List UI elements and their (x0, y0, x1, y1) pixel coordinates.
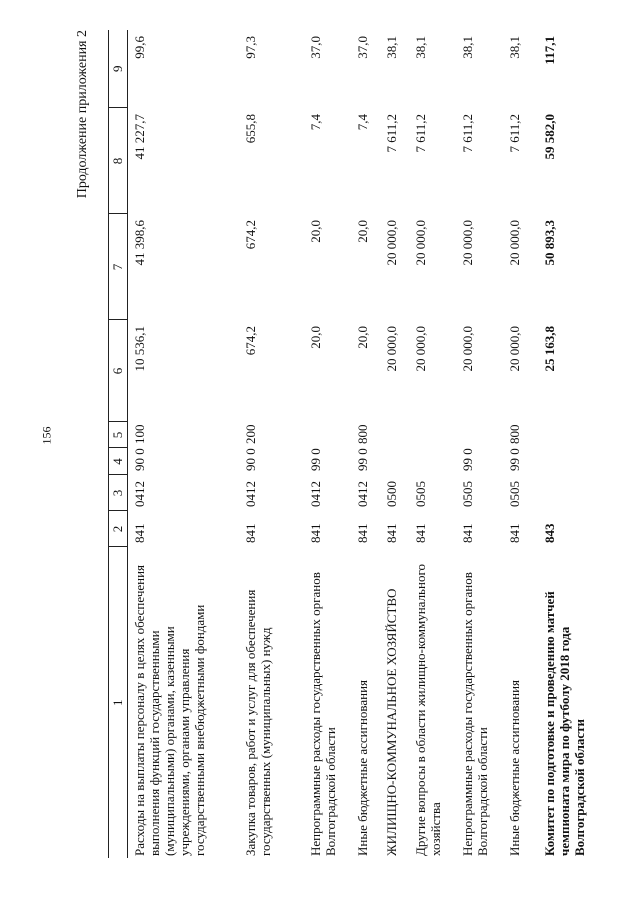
cell-c8: 7 611,2 (460, 114, 475, 153)
cell-c3: 0412 (308, 481, 323, 507)
cell-c5 (409, 422, 456, 448)
row-name: Иные бюджетные ассигнования (507, 679, 522, 856)
cell-c3 (538, 475, 612, 511)
cell-c3: 0505 (460, 481, 475, 507)
table-row (538, 30, 612, 858)
row-name: Комитет по подготовке и проведению матчей чемпионата мира по футболу 2018 года Волгоградской области (542, 591, 587, 856)
cell-c2: 841 (507, 523, 522, 543)
cell-c9: 38,1 (460, 36, 475, 59)
cell-c6: 20 000,0 (384, 326, 399, 372)
cell-c6: 20 000,0 (507, 326, 522, 372)
cell-c6: 20,0 (355, 326, 370, 349)
header-cell: 6 (109, 320, 128, 422)
cell-c4: 99 0 (355, 448, 370, 471)
table-row (503, 30, 538, 858)
cell-c8: 7,4 (308, 114, 323, 131)
cell-c6: 20 000,0 (413, 326, 428, 372)
cell-c5: 800 (507, 424, 522, 444)
cell-c8: 7,4 (355, 114, 370, 131)
continuation-note: Продолжение приложения 2 (75, 30, 90, 199)
cell-c9: 37,0 (308, 36, 323, 59)
cell-c8: 7 611,2 (384, 114, 399, 153)
header-cell: 3 (109, 475, 128, 511)
cell-c2: 843 (542, 523, 557, 543)
row-name: Непрограммные расходы государственных органов Волгоградской области (460, 572, 490, 856)
cell-c9: 37,0 (355, 36, 370, 59)
cell-c9: 38,1 (507, 36, 522, 59)
header-row (109, 30, 128, 858)
cell-c6: 20 000,0 (460, 326, 475, 372)
header-cell: 2 (109, 511, 128, 547)
cell-c3: 0412 (132, 481, 147, 507)
table-row (380, 30, 409, 858)
cell-c7: 674,2 (243, 220, 258, 250)
cell-c9: 38,1 (384, 36, 399, 59)
cell-c7: 20,0 (308, 220, 323, 243)
cell-c5 (456, 422, 503, 448)
cell-c5: 800 (355, 424, 370, 444)
cell-c3: 0505 (507, 481, 522, 507)
cell-c4: 99 0 (308, 448, 323, 471)
cell-c2: 841 (243, 523, 258, 543)
table-row (409, 30, 456, 858)
cell-c7: 41 398,6 (132, 220, 147, 266)
header-cell: 7 (109, 214, 128, 320)
table-row (128, 30, 240, 858)
cell-c9: 97,3 (243, 36, 258, 59)
row-name: ЖИЛИЩНО-КОММУНАЛЬНОЕ ХОЗЯЙСТВО (384, 588, 399, 856)
row-name: Другие вопросы в области жилищно-коммунального хозяйства (413, 564, 443, 856)
table-row (351, 30, 380, 858)
cell-c9: 38,1 (413, 36, 428, 59)
row-name: Непрограммные расходы государственных органов Волгоградской области (308, 572, 338, 856)
cell-c8: 41 227,7 (132, 114, 147, 160)
cell-c4: 90 0 (132, 448, 147, 471)
cell-c7: 20,0 (355, 220, 370, 243)
cell-c2: 841 (384, 523, 399, 543)
budget-table (108, 30, 612, 858)
header-cell: 9 (109, 30, 128, 108)
header-cell: 8 (109, 108, 128, 214)
cell-c6: 25 163,8 (542, 326, 557, 372)
cell-c3: 0412 (355, 481, 370, 507)
rotated-page-content (75, 28, 620, 858)
cell-c8: 655,8 (243, 114, 258, 144)
cell-c6: 20,0 (308, 326, 323, 349)
cell-c9: 99,6 (132, 36, 147, 59)
header-cell: 5 (109, 422, 128, 448)
cell-c7: 20 000,0 (507, 220, 522, 266)
cell-c7: 20 000,0 (384, 220, 399, 266)
cell-c5: 100 (132, 424, 147, 444)
cell-c4: 90 0 (243, 448, 258, 471)
cell-c4: 99 0 (507, 448, 522, 471)
cell-c8: 7 611,2 (413, 114, 428, 153)
cell-c4: 99 0 (460, 448, 475, 471)
cell-c2: 841 (355, 523, 370, 543)
cell-c8: 7 611,2 (507, 114, 522, 153)
cell-c2: 841 (132, 523, 147, 543)
cell-c6: 674,2 (243, 326, 258, 356)
cell-c2: 841 (460, 523, 475, 543)
cell-c4 (538, 448, 612, 475)
cell-c9: 117,1 (542, 36, 557, 65)
row-name: Иные бюджетные ассигнования (355, 679, 370, 856)
table-row (456, 30, 503, 858)
cell-c3: 0412 (243, 481, 258, 507)
cell-c5: 200 (243, 424, 258, 444)
cell-c8: 59 582,0 (542, 114, 557, 160)
cell-c5 (380, 422, 409, 448)
cell-c7: 20 000,0 (413, 220, 428, 266)
cell-c3: 0505 (413, 481, 428, 507)
table-row (304, 30, 351, 858)
table-row (239, 30, 304, 858)
page-number: 156 (39, 426, 54, 445)
cell-c2: 841 (308, 523, 323, 543)
row-name: Закупка товаров, работ и услуг для обеспечения государственных (муниципальных) нужд (243, 589, 273, 856)
row-name: Расходы на выплаты персоналу в целях обеспечения выполнения функций государственными (муниципальными) органами, казенными учреждениями, органами управления государственными внебюджетными фондами (132, 564, 207, 856)
cell-c3: 0500 (384, 481, 399, 507)
cell-c6: 10 536,1 (132, 326, 147, 372)
cell-c4 (380, 448, 409, 475)
header-cell: 4 (109, 448, 128, 475)
cell-c2: 841 (413, 523, 428, 543)
cell-c4 (409, 448, 456, 475)
cell-c7: 20 000,0 (460, 220, 475, 266)
cell-c5 (304, 422, 351, 448)
cell-c5 (538, 422, 612, 448)
header-cell: 1 (109, 547, 128, 858)
cell-c7: 50 893,3 (542, 220, 557, 266)
